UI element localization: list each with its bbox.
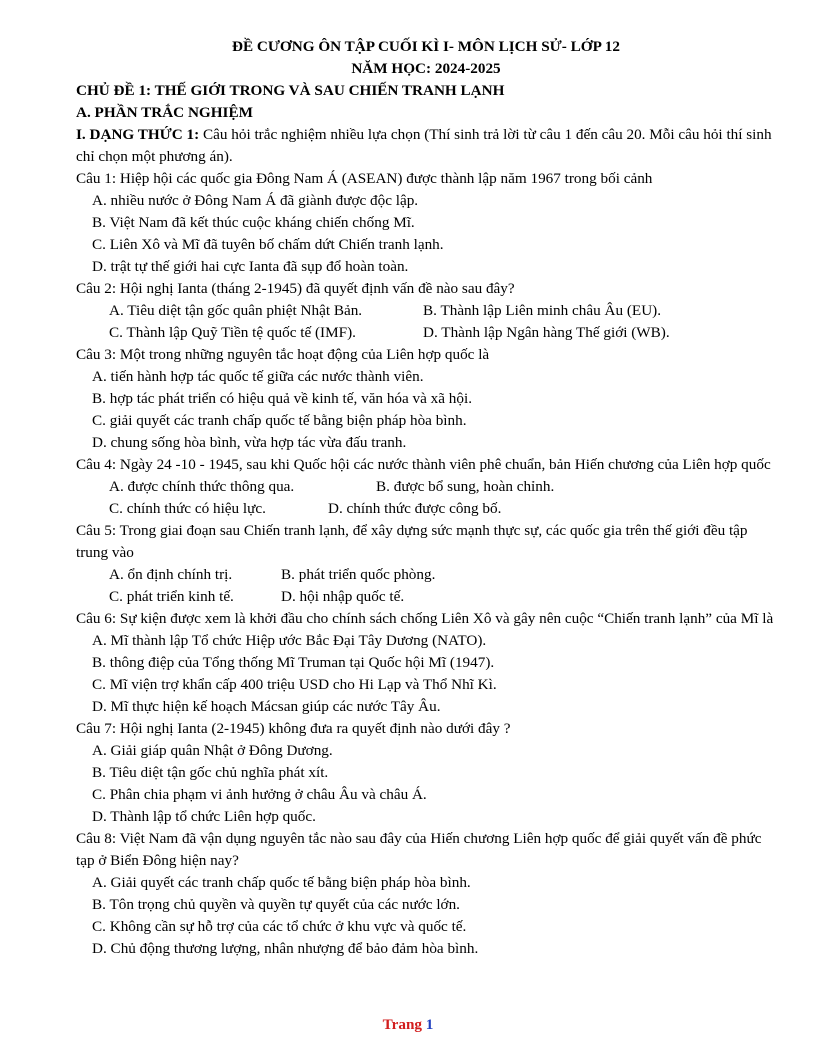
q6-option-b: B. thông điệp của Tổng thống Mĩ Truman tại Quốc hội Mĩ (1947). <box>92 654 495 671</box>
q7-option-c: C. Phân chia phạm vi ảnh hưởng ở châu Âu và châu Á. <box>92 786 427 803</box>
school-year: NĂM HỌC: 2024-2025 <box>351 60 501 77</box>
q4-option-b: B. được bổ sung, hoàn chỉnh. <box>376 478 555 495</box>
q7-option-a: A. Giải giáp quân Nhật ở Đông Dương. <box>92 742 333 759</box>
q5-option-a: A. ổn định chính trị. <box>109 566 233 583</box>
q5-option-b: B. phát triển quốc phòng. <box>281 566 436 583</box>
q2-option-c: C. Thành lập Quỹ Tiền tệ quốc tế (IMF). <box>109 324 356 341</box>
q8-option-c: C. Không cần sự hỗ trợ của các tổ chức ở khu vực và quốc tế. <box>92 918 467 935</box>
q2-option-b: B. Thành lập Liên minh châu Âu (EU). <box>423 302 662 319</box>
q8-option-b: B. Tôn trọng chủ quyền và quyền tự quyết của các nước lớn. <box>92 896 460 913</box>
format-label: I. DẠNG THỨC 1: <box>76 126 200 143</box>
q5-option-d: D. hội nhập quốc tế. <box>281 588 405 605</box>
page-footer <box>0 1016 816 1034</box>
q1-option-a: A. nhiều nước ở Đông Nam Á đã giành được độc lập. <box>92 192 419 209</box>
format-text: Câu hỏi trắc nghiệm nhiều lựa chọn (Thí sinh trả lời từ câu 1 đến câu 20. Mỗi câu hỏi thí sinh chỉ chọn một phương án). <box>76 126 772 165</box>
q6-option-d: D. Mĩ thực hiện kế hoạch Mácsan giúp các nước Tây Âu. <box>92 698 441 715</box>
q3-option-a: A. tiến hành hợp tác quốc tế giữa các nước thành viên. <box>92 368 424 385</box>
format-instruction <box>76 124 776 168</box>
question-2: Câu 2: Hội nghị Ianta (tháng 2-1945) đã quyết định vấn đề nào sau đây? <box>76 280 515 297</box>
q7-option-d: D. Thành lập tổ chức Liên hợp quốc. <box>92 808 316 825</box>
q1-option-d: D. trật tự thế giới hai cực Ianta đã sụp đổ hoàn toàn. <box>92 258 409 275</box>
q2-option-d: D. Thành lập Ngân hàng Thế giới (WB). <box>423 324 670 341</box>
question-3: Câu 3: Một trong những nguyên tắc hoạt động của Liên hợp quốc là <box>76 346 490 363</box>
q2-option-a: A. Tiêu diệt tận gốc quân phiệt Nhật Bản. <box>109 302 363 319</box>
q4-option-c: C. chính thức có hiệu lực. <box>109 500 266 517</box>
q5-option-c: C. phát triển kinh tế. <box>109 588 234 605</box>
q1-option-b: B. Việt Nam đã kết thúc cuộc kháng chiến chống Mĩ. <box>92 214 415 231</box>
q1-option-c: C. Liên Xô và Mĩ đã tuyên bố chấm dứt Chiến tranh lạnh. <box>92 236 444 253</box>
question-1: Câu 1: Hiệp hội các quốc gia Đông Nam Á (ASEAN) được thành lập năm 1967 trong bối cảnh <box>76 170 653 187</box>
question-5: Câu 5: Trong giai đoạn sau Chiến tranh lạnh, để xây dựng sức mạnh thực sự, các quốc gia trên thế giới đều tập trung vào <box>76 522 748 561</box>
q3-option-b: B. hợp tác phát triển có hiệu quả về kinh tế, văn hóa và xã hội. <box>92 390 473 407</box>
q6-option-c: C. Mĩ viện trợ khẩn cấp 400 triệu USD cho Hi Lạp và Thổ Nhĩ Kì. <box>92 676 497 693</box>
q7-option-b: B. Tiêu diệt tận gốc chủ nghĩa phát xít. <box>92 764 329 781</box>
section-heading: A. PHẦN TRẮC NGHIỆM <box>76 104 253 121</box>
doc-title: ĐỀ CƯƠNG ÔN TẬP CUỐI KÌ I- MÔN LỊCH SỬ- LỚP 12 <box>231 38 620 55</box>
q8-option-a: A. Giải quyết các tranh chấp quốc tế bằng biện pháp hòa bình. <box>92 874 471 891</box>
question-6: Câu 6: Sự kiện được xem là khởi đầu cho chính sách chống Liên Xô và gây nên cuộc “Chiến tranh lạnh” của Mĩ là <box>76 610 774 627</box>
q4-option-d: D. chính thức được công bố. <box>328 500 502 517</box>
question-8: Câu 8: Việt Nam đã vận dụng nguyên tắc nào sau đây của Hiến chương Liên hợp quốc để giải quyết vấn đề phức tạp ở Biển Đông hiện nay? <box>76 830 762 869</box>
topic-heading: CHỦ ĐỀ 1: THẾ GIỚI TRONG VÀ SAU CHIẾN TRANH LẠNH <box>76 82 505 99</box>
page-word: Trang <box>382 1016 422 1033</box>
q8-option-d: D. Chủ động thương lượng, nhân nhượng để bảo đảm hòa bình. <box>92 940 479 957</box>
question-7: Câu 7: Hội nghị Ianta (2-1945) không đưa ra quyết định nào dưới đây ? <box>76 720 511 737</box>
document-page <box>76 36 776 960</box>
q4-option-a: A. được chính thức thông qua. <box>109 478 295 495</box>
q3-option-d: D. chung sống hòa bình, vừa hợp tác vừa đấu tranh. <box>92 434 407 451</box>
page-number: 1 <box>425 1016 434 1033</box>
q6-option-a: A. Mĩ thành lập Tổ chức Hiệp ước Bắc Đại Tây Dương (NATO). <box>92 632 487 649</box>
question-4: Câu 4: Ngày 24 -10 - 1945, sau khi Quốc hội các nước thành viên phê chuẩn, bản Hiến chương của Liên hợp quốc <box>76 456 771 473</box>
q3-option-c: C. giải quyết các tranh chấp quốc tế bằng biện pháp hòa bình. <box>92 412 467 429</box>
